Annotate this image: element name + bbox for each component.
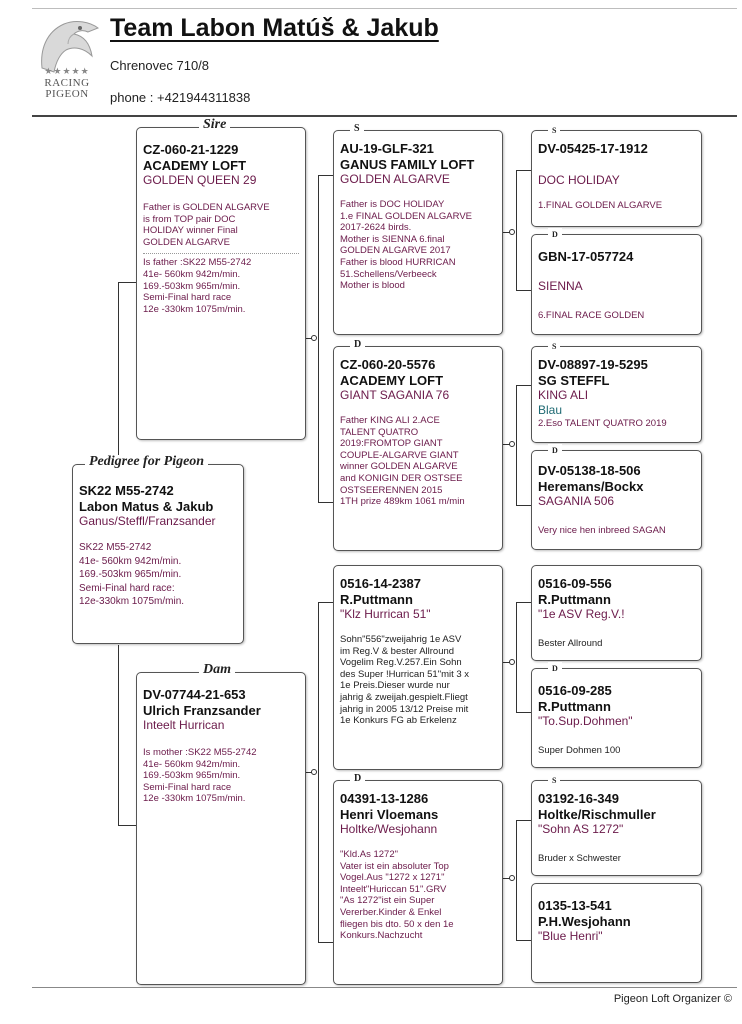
dds-ring: 03192-16-349 bbox=[538, 791, 619, 806]
sdd-ring: DV-05138-18-506 bbox=[538, 463, 641, 478]
sd-notes: Father KING ALI 2.ACE TALENT QUATRO 2019:FROMTOP GIANT COUPLE-ALGARVE GIANT winner GOLDEN ALGARVE and KONIGIN DER OSTSEE OSTSEERENNEN 2015 1TH prize 489km 1061 m/min bbox=[340, 415, 465, 508]
dam-name: Inteelt Hurrican bbox=[143, 718, 225, 732]
ssd-ring: GBN-17-057724 bbox=[538, 249, 634, 264]
dsd-owner: R.Puttmann bbox=[538, 699, 611, 714]
ss-ring: AU-19-GLF-321 bbox=[340, 141, 434, 156]
dds-name: "Sohn AS 1272" bbox=[538, 822, 624, 836]
dss-card bbox=[531, 565, 702, 661]
sds-color: Blau bbox=[538, 403, 563, 417]
ddd-ring: 0135-13-541 bbox=[538, 898, 612, 913]
d-label-2: D bbox=[350, 772, 365, 786]
dam-ring: DV-07744-21-653 bbox=[143, 687, 246, 702]
sire-notes-2: Is father :SK22 M55-2742 41e- 560km 942m/min. 169.-503km 965m/min. Semi-Final hard race 12e -330km 1075m/min. bbox=[143, 257, 252, 315]
dsd-card bbox=[531, 664, 702, 768]
dss-ring: 0516-09-556 bbox=[538, 576, 612, 591]
footer-credit: Pigeon Loft Organizer © bbox=[613, 993, 732, 1005]
sire-divider bbox=[143, 253, 299, 254]
sire-ring: CZ-060-21-1229 bbox=[143, 142, 239, 157]
ssd-notes: 6.FINAL RACE GOLDEN bbox=[538, 310, 645, 321]
footer-rule bbox=[32, 987, 737, 988]
s-label-3: S bbox=[548, 124, 560, 138]
sire-dam-card bbox=[333, 339, 503, 551]
pedigree-label: Pedigree for Pigeon bbox=[85, 455, 208, 469]
sire-card bbox=[136, 117, 306, 440]
dam-label: Dam bbox=[199, 663, 235, 677]
sdd-notes: Very nice hen inbreed SAGAN bbox=[538, 525, 666, 536]
ds-name: "Klz Hurrican 51" bbox=[340, 607, 431, 621]
sss-card bbox=[531, 126, 702, 227]
s-label: S bbox=[350, 122, 364, 136]
sire-name: GOLDEN QUEEN 29 bbox=[143, 173, 257, 187]
logo-stars: ★★★★★ bbox=[44, 66, 90, 76]
sdd-card bbox=[531, 446, 702, 550]
sd-ring: CZ-060-20-5576 bbox=[340, 357, 436, 372]
page-title: Team Labon Matúš & Jakub bbox=[110, 14, 439, 42]
ddd-name: "Blue Henri" bbox=[538, 929, 603, 943]
sds-name: KING ALI bbox=[538, 388, 589, 402]
subject-owner: Labon Matus & Jakub bbox=[79, 499, 214, 514]
dsd-name: "To.Sup.Dohmen" bbox=[538, 714, 633, 728]
sss-ring: DV-05425-17-1912 bbox=[538, 141, 648, 156]
logo-text: RACING PIGEON bbox=[44, 77, 90, 100]
sdd-name: SAGANIA 506 bbox=[538, 494, 615, 508]
sd-name: GIANT SAGANIA 76 bbox=[340, 388, 450, 402]
subject-notes: SK22 M55-2742 41e- 560km 942m/min. 169.-503km 965m/min. Semi-Final hard race: 12e-330km 1075m/min. bbox=[79, 542, 185, 607]
sds-owner: SG STEFFL bbox=[538, 373, 610, 388]
dam-dam-card bbox=[333, 773, 503, 985]
d-label-5: D bbox=[548, 662, 562, 676]
address: Chrenovec 710/8 bbox=[110, 58, 210, 73]
dds-card bbox=[531, 776, 702, 876]
phone: phone : +421944311838 bbox=[110, 90, 251, 105]
header-top-rule bbox=[32, 8, 737, 9]
header-bottom-rule bbox=[32, 115, 737, 117]
dam-sire-card bbox=[333, 565, 503, 770]
dam-owner: Ulrich Franzsander bbox=[143, 703, 261, 718]
sds-notes: 2.Eso TALENT QUATRO 2019 bbox=[538, 418, 667, 429]
d-label: D bbox=[350, 338, 365, 352]
ss-owner: GANUS FAMILY LOFT bbox=[340, 157, 475, 172]
dds-owner: Holtke/Rischmuller bbox=[538, 807, 656, 822]
dss-owner: R.Puttmann bbox=[538, 592, 611, 607]
sire-sire-card bbox=[333, 123, 503, 335]
dd-owner: Henri Vloemans bbox=[340, 807, 439, 822]
d-label-4: D bbox=[548, 444, 562, 458]
ddd-card bbox=[531, 883, 702, 983]
sss-notes: 1.FINAL GOLDEN ALGARVE bbox=[538, 200, 663, 211]
sss-name: DOC HOLIDAY bbox=[538, 173, 620, 187]
ds-owner: R.Puttmann bbox=[340, 592, 413, 607]
ssd-card bbox=[531, 230, 702, 335]
dsd-notes: Super Dohmen 100 bbox=[538, 745, 621, 756]
ddd-owner: P.H.Wesjohann bbox=[538, 914, 631, 929]
dd-ring: 04391-13-1286 bbox=[340, 791, 429, 806]
subject-ring: SK22 M55-2742 bbox=[79, 483, 174, 498]
d-label-3: D bbox=[548, 228, 562, 242]
sd-owner: ACADEMY LOFT bbox=[340, 373, 444, 388]
sire-notes-1: Father is GOLDEN ALGARVE is from TOP pair DOC HOLIDAY winner Final GOLDEN ALGARVE bbox=[143, 202, 270, 248]
dam-card bbox=[136, 662, 306, 985]
dds-notes: Bruder x Schwester bbox=[538, 853, 621, 864]
dd-name: Holtke/Wesjohann bbox=[340, 822, 438, 836]
ssd-name: SIENNA bbox=[538, 279, 583, 293]
dd-notes: "Kld.As 1272" Vater ist ein absoluter Top Vogel.Aus "1272 x 1271" Inteelt"Huriccan 51".GRV "As 1272"ist ein Super Vererber.Kinder & Enkel fliegen bis dto. 50 x den 1e Konkurs.Nachzucht bbox=[340, 849, 454, 942]
s-label-5: S bbox=[548, 774, 560, 788]
subject-name: Ganus/Steffl/Franzsander bbox=[79, 514, 216, 528]
dsd-ring: 0516-09-285 bbox=[538, 683, 612, 698]
dss-notes: Bester Allround bbox=[538, 638, 603, 649]
dam-notes: Is mother :SK22 M55-2742 41e- 560km 942m/min. 169.-503km 965m/min. Semi-Final hard race 12e -330km 1075m/min. bbox=[143, 747, 257, 805]
sds-ring: DV-08897-19-5295 bbox=[538, 357, 648, 372]
ss-name: GOLDEN ALGARVE bbox=[340, 172, 450, 186]
sire-owner: ACADEMY LOFT bbox=[143, 158, 247, 173]
s-label-4: S bbox=[548, 340, 560, 354]
ds-notes: Sohn"556"zweijahrig 1e ASV im Reg.V & bester Allround Vogelim Reg.V.257.Ein Sohn des Super !Hurrican 51"mit 3 x 1e Preis.Dieser wurde nur jahrig & zweijah.gespielt.Fliegt jahrig in 2005 13/12 Preise mit 1e Konkurs FG ab Erkelenz bbox=[340, 634, 470, 727]
sire-label: Sire bbox=[199, 118, 230, 132]
sds-card bbox=[531, 342, 702, 443]
subject-pigeon-card bbox=[72, 454, 244, 644]
sdd-owner: Heremans/Bockx bbox=[538, 479, 644, 494]
ds-ring: 0516-14-2387 bbox=[340, 576, 421, 591]
ss-notes: Father is DOC HOLIDAY 1.e FINAL GOLDEN ALGARVE 2017-2624 birds. Mother is SIENNA 6.final GOLDEN ALGARVE 2017 Father is blood HURRICAN 51.Schellens/Verbeeck Mother is blood bbox=[340, 199, 472, 292]
dss-name: "1e ASV Reg.V.! bbox=[538, 607, 625, 621]
